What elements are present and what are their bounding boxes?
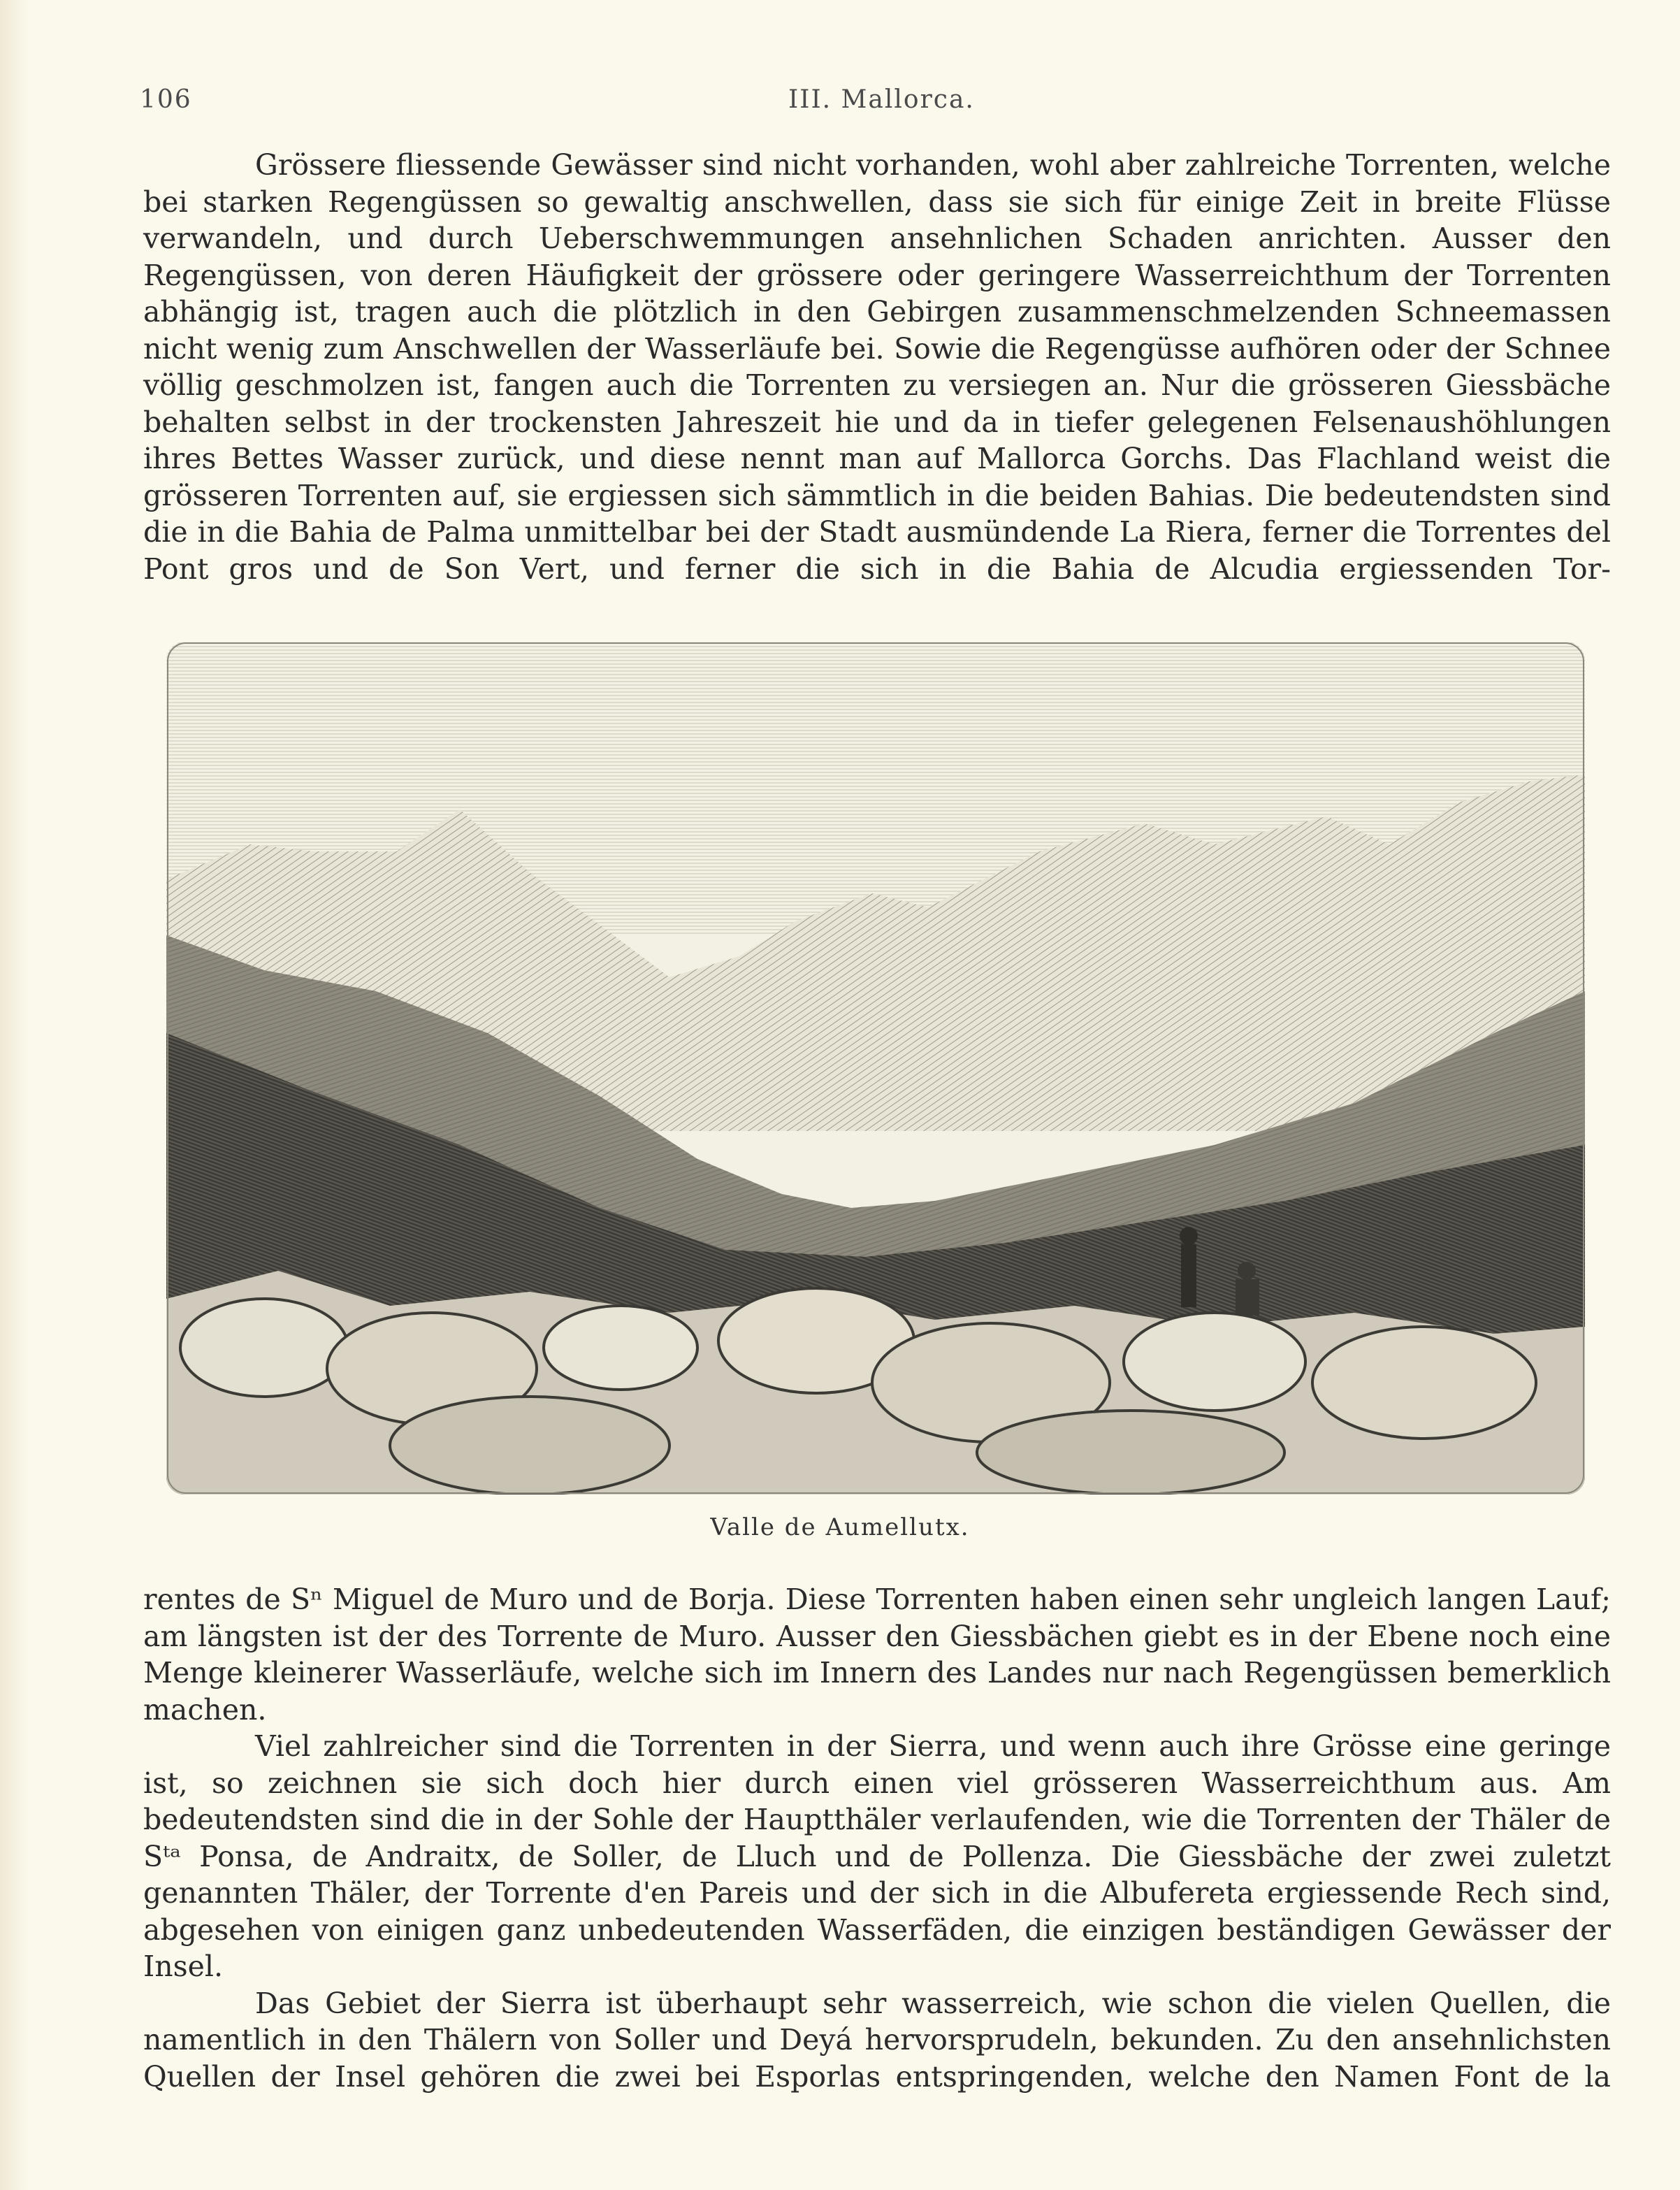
page-number: 106 <box>140 85 192 114</box>
paragraph-sierra-quellen: Das Gebiet der Sierra ist überhaupt sehr wasserreich, wie schon die vielen Quellen, die namentlich in den Thälern von Soller und Deyá hervorsprudeln, bekunden. Zu den ansehnlichsten Quellen der Insel gehören die zwei bei Esporlas entspringenden, welche den Namen Font de la <box>143 1986 1611 2094</box>
paragraph-sierra-torrenten: Viel zahlreicher sind die Torrenten in der Sierra, und wenn auch ihre Grösse eine geringe ist, so zeichnen sie sich doch hier durch einen viel grösseren Wasserreichthum aus. Am bedeutendsten sind die in der Sohle der Hauptthäler verlaufenden, wie die Torrenten der Thäler de Sᵗᵃ Ponsa, de Andraitx, de Soller, de Lluch und de Pollenza. Die Giessbäche der zwei zuletzt genannten Thäler, der Torrente d'en Pareis und der sich in die Albufereta ergiessende Rech sind, abgesehen von einigen ganz unbedeutenden Wasserfäden, die einzigen beständigen Gewässer der Insel. <box>143 1729 1611 1983</box>
paragraph-torrentes-continued: rentes de Sⁿ Miguel de Muro und de Borja. Diese Torrenten haben einen sehr ungleich langen Lauf; am längsten ist der des Torrente de Muro. Ausser den Giessbächen giebt es in der Ebene noch eine Menge kleinerer Wasserläufe, welche sich im Innern des Landes nur nach Regengüssen bemerklich machen. <box>143 1583 1611 1727</box>
page-edge <box>0 0 28 2190</box>
engraving-valle-de-aumellutx <box>166 642 1585 1494</box>
text-block-top <box>143 147 1611 587</box>
engraving-illustration <box>166 642 1585 1494</box>
text-block-bottom <box>143 1581 1611 2095</box>
chapter-title: III. Mallorca. <box>788 85 975 114</box>
figure-caption: Valle de Aumellutx. <box>710 1513 970 1541</box>
paragraph-torrenten-intro: Grössere fliessende Gewässer sind nicht vorhanden, wohl aber zahlreiche Torrenten, welche bei starken Regengüssen so gewaltig anschwellen, dass sie sich für einige Zeit in breite Flüsse verwandeln, und durch Ueberschwemmungen ansehnlichen Schaden anrichten. Ausser den Regengüssen, von deren Häufigkeit der grössere oder geringere Wasserreichthum der Torrenten abhängig ist, tragen auch die plötzlich in den Gebirgen zusammenschmelzenden Schneemassen nicht wenig zum Anschwellen der Wasserläufe bei. Sowie die Regengüsse aufhören oder der Schnee völlig geschmolzen ist, fangen auch die Torrenten zu versiegen an. Nur die grösseren Giessbäche behalten selbst in der trockensten Jahreszeit hie und da in tiefer gelegenen Felsenaushöhlungen ihres Bettes Wasser zurück, und diese nennt man auf Mallorca Gorchs. Das Flachland weist die grösseren Torrenten auf, sie ergiessen sich sämmtlich in die beiden Bahias. Die bedeutendsten sind die in die Bahia de Palma unmittelbar bei der Stadt ausmündende La Riera, ferner die Torrentes del Pont gros und de Son Vert, und ferner die sich in die Bahia de Alcudia ergiessenden Tor- <box>143 148 1611 586</box>
running-head <box>140 85 1607 127</box>
